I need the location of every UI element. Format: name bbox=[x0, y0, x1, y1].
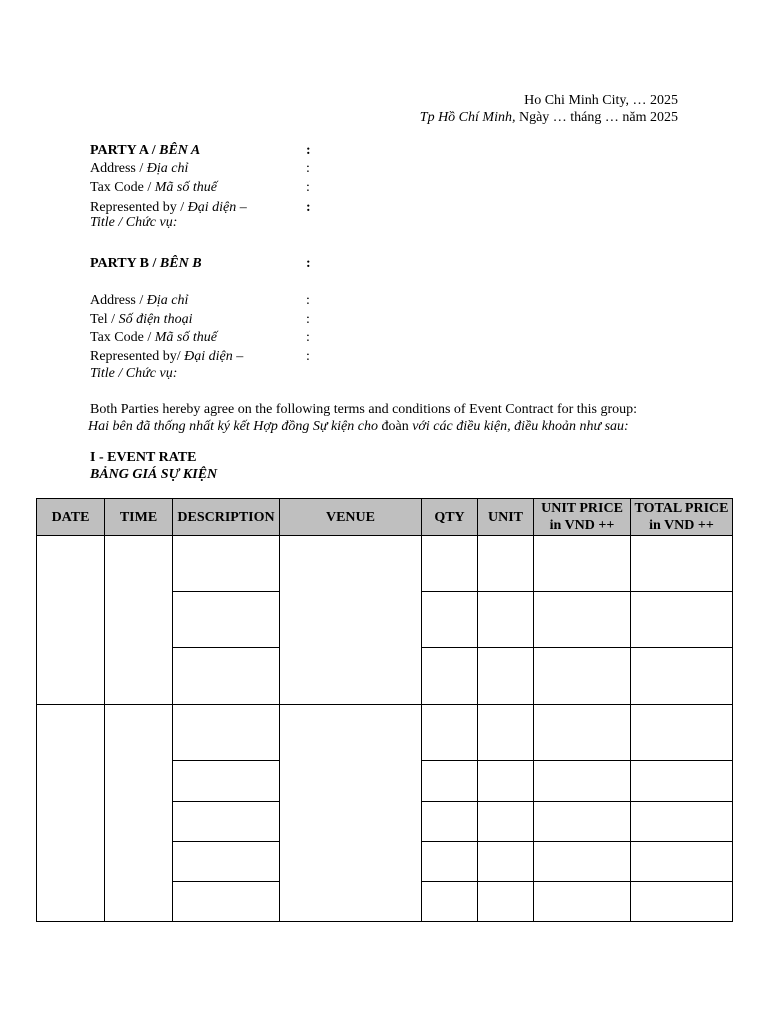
party-a-title-vi: BÊN A bbox=[159, 143, 201, 158]
party-a-tax-colon: : bbox=[306, 180, 310, 195]
party-a-address-row bbox=[90, 160, 310, 177]
table-cell-unit-price[interactable] bbox=[534, 882, 631, 922]
agreement-vi-part3: với các điều kiện, điều khoản như sau: bbox=[408, 419, 629, 434]
section-subtitle: BẢNG GIÁ SỰ KIỆN bbox=[90, 467, 218, 482]
table-cell-unit-price[interactable] bbox=[534, 842, 631, 882]
party-b-tax-colon: : bbox=[306, 330, 310, 345]
party-b-tax-en: Tax Code / bbox=[90, 330, 155, 345]
date-block bbox=[380, 92, 678, 126]
date-vi-rest: Ngày … tháng … năm 2025 bbox=[515, 110, 678, 125]
party-b-title-en: PARTY B / bbox=[90, 256, 160, 271]
table-cell-date[interactable] bbox=[37, 705, 105, 922]
header-qty: QTY bbox=[422, 499, 478, 536]
table-cell-qty[interactable] bbox=[422, 592, 478, 648]
table-cell-unit[interactable] bbox=[478, 536, 534, 592]
table-cell-unit-price[interactable] bbox=[534, 648, 631, 705]
header-total-price bbox=[631, 499, 733, 536]
table-cell-unit-price[interactable] bbox=[534, 802, 631, 842]
party-b-title-row bbox=[90, 255, 311, 272]
table-cell-unit[interactable] bbox=[478, 882, 534, 922]
party-b-rep-vi: Đại diện – bbox=[184, 349, 244, 364]
table-cell-unit-price[interactable] bbox=[534, 592, 631, 648]
party-a-tax-vi: Mã số thuế bbox=[154, 180, 217, 195]
header-time: TIME bbox=[105, 499, 173, 536]
date-line-vi bbox=[380, 109, 678, 126]
table-row bbox=[37, 536, 733, 592]
table-cell-description[interactable] bbox=[173, 882, 280, 922]
party-b-rep-en: Represented by/ bbox=[90, 349, 185, 364]
party-b-address-colon: : bbox=[306, 293, 310, 308]
table-cell-total-price[interactable] bbox=[631, 882, 733, 922]
table-cell-description[interactable] bbox=[173, 761, 280, 802]
party-a-tax-row bbox=[90, 179, 310, 196]
table-cell-venue[interactable] bbox=[280, 536, 422, 705]
party-a-title-en: PARTY A / bbox=[90, 143, 160, 158]
table-cell-description[interactable] bbox=[173, 842, 280, 882]
header-description: DESCRIPTION bbox=[173, 499, 280, 536]
table-cell-unit[interactable] bbox=[478, 705, 534, 761]
header-venue: VENUE bbox=[280, 499, 422, 536]
table-cell-qty[interactable] bbox=[422, 705, 478, 761]
party-b-tel-en: Tel / bbox=[90, 312, 119, 327]
table-cell-unit[interactable] bbox=[478, 648, 534, 705]
table-cell-qty[interactable] bbox=[422, 802, 478, 842]
header-unit-price-line2: in VND ++ bbox=[549, 518, 615, 533]
table-cell-qty[interactable] bbox=[422, 761, 478, 802]
table-cell-time[interactable] bbox=[105, 536, 173, 705]
section-title: I - EVENT RATE bbox=[90, 450, 197, 465]
party-a-title-colon: : bbox=[306, 143, 311, 158]
table-cell-unit[interactable] bbox=[478, 842, 534, 882]
party-b-tax-row bbox=[90, 329, 310, 346]
party-b-address-row bbox=[90, 292, 310, 309]
table-cell-total-price[interactable] bbox=[631, 648, 733, 705]
party-b-address-en: Address / bbox=[90, 293, 147, 308]
header-unit-price-line1: UNIT PRICE bbox=[541, 501, 623, 516]
table-cell-total-price[interactable] bbox=[631, 802, 733, 842]
party-b-rep-row bbox=[90, 348, 310, 365]
agreement-en: Both Parties hereby agree on the following terms and conditions of Event Contract for this group: bbox=[90, 402, 638, 417]
table-cell-description[interactable] bbox=[173, 592, 280, 648]
party-b-tax-vi: Mã số thuế bbox=[154, 330, 217, 345]
table-cell-unit-price[interactable] bbox=[534, 761, 631, 802]
party-b-address-vi: Địa chỉ bbox=[146, 293, 189, 308]
party-b-title-line: Title / Chức vụ: bbox=[90, 366, 178, 381]
party-b-tel-vi: Số điện thoại bbox=[118, 312, 193, 327]
header-total-price-line2: in VND ++ bbox=[649, 518, 714, 533]
table-cell-unit[interactable] bbox=[478, 592, 534, 648]
table-cell-unit[interactable] bbox=[478, 802, 534, 842]
table-cell-total-price[interactable] bbox=[631, 761, 733, 802]
agreement-vi-part2: đoàn bbox=[381, 419, 409, 434]
table-cell-qty[interactable] bbox=[422, 842, 478, 882]
table-cell-unit-price[interactable] bbox=[534, 705, 631, 761]
table-cell-unit[interactable] bbox=[478, 761, 534, 802]
header-unit-price bbox=[534, 499, 631, 536]
date-vi-city: Tp Hồ Chí Minh, bbox=[419, 110, 516, 125]
party-a-title-line: Title / Chức vụ: bbox=[90, 215, 178, 230]
table-cell-description[interactable] bbox=[173, 705, 280, 761]
date-line-en: Ho Chi Minh City, … 2025 bbox=[524, 93, 678, 108]
table-cell-total-price[interactable] bbox=[631, 592, 733, 648]
table-cell-total-price[interactable] bbox=[631, 842, 733, 882]
party-b-tel-row bbox=[90, 311, 310, 328]
party-a-address-en: Address / bbox=[90, 161, 147, 176]
table-cell-qty[interactable] bbox=[422, 882, 478, 922]
table-cell-qty[interactable] bbox=[422, 536, 478, 592]
table-cell-qty[interactable] bbox=[422, 648, 478, 705]
table-cell-description[interactable] bbox=[173, 802, 280, 842]
table-cell-date[interactable] bbox=[37, 536, 105, 705]
party-a-address-colon: : bbox=[306, 161, 310, 176]
party-b-title-vi: BÊN B bbox=[159, 256, 202, 271]
party-a-rep-vi: Đại diện – bbox=[187, 200, 247, 215]
event-rate-table bbox=[36, 498, 733, 922]
party-a-address-vi: Địa chỉ bbox=[146, 161, 189, 176]
party-b-rep-colon: : bbox=[306, 349, 310, 364]
party-a-tax-en: Tax Code / bbox=[90, 180, 155, 195]
party-b-tel-colon: : bbox=[306, 312, 310, 327]
agreement-vi-part1: Hai bên đã thống nhất ký kết Hợp đồng Sự kiện cho bbox=[88, 419, 382, 434]
header-date: DATE bbox=[37, 499, 105, 536]
table-cell-total-price[interactable] bbox=[631, 705, 733, 761]
table-row bbox=[37, 705, 733, 761]
table-cell-time[interactable] bbox=[105, 705, 173, 922]
party-b-title-colon: : bbox=[306, 256, 311, 271]
table-cell-venue[interactable] bbox=[280, 705, 422, 922]
table-cell-unit-price[interactable] bbox=[534, 536, 631, 592]
header-unit: UNIT bbox=[478, 499, 534, 536]
header-total-price-line1: TOTAL PRICE bbox=[634, 501, 729, 516]
party-a-rep-colon: : bbox=[306, 200, 311, 215]
table-cell-description[interactable] bbox=[173, 536, 280, 592]
party-a-title-row bbox=[90, 142, 311, 159]
table-header-row bbox=[37, 499, 733, 536]
party-a-rep-en: Represented by / bbox=[90, 200, 188, 215]
agreement-vi bbox=[88, 418, 629, 435]
table-cell-description[interactable] bbox=[173, 648, 280, 705]
table-cell-total-price[interactable] bbox=[631, 536, 733, 592]
